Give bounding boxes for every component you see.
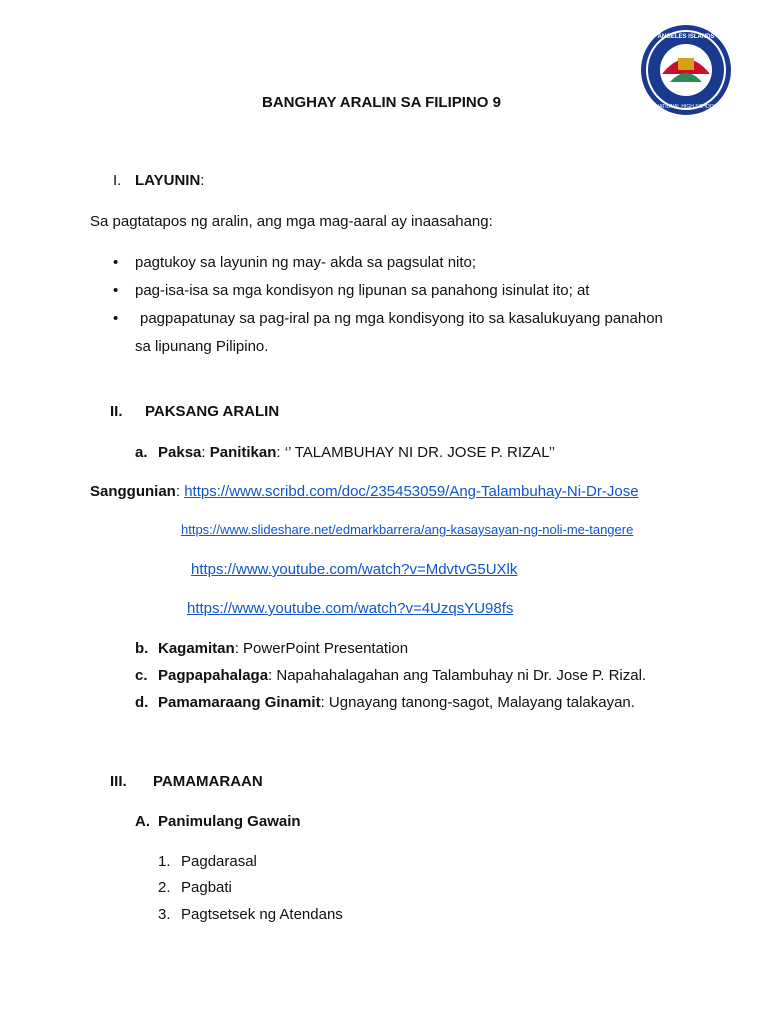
subsection-a-label: Panimulang Gawain [158,813,301,830]
item-a-label: Paksa [158,444,202,461]
objective-item-3: pagpapatunay sa pag-iral pa ng mga kondisyong ito sa kasalukuyang panahon [140,310,663,327]
svg-text:NATIONAL HIGH SCHOOL: NATIONAL HIGH SCHOOL [655,104,717,110]
item-c-value: : Napahahalagahan ang Talambuhay ni Dr. Jose P. Rizal. [268,667,647,684]
item-c-label: Pagpapahalaga [158,667,269,684]
svg-text:ANGELES ISLANDS: ANGELES ISLANDS [657,34,715,40]
step-2-text: Pagbati [181,879,232,896]
objective-item-2: pag-isa-isa sa mga kondisyon ng lipunan sa panahong isinulat ito; at [135,282,590,299]
section-2-heading: PAKSANG ARALIN [145,403,280,420]
item-d-value: : Ugnayang tanong-sagot, Malayang talakayan. [320,694,635,711]
sanggunian-colon: : [175,483,185,500]
section-1-heading: LAYUNIN [135,172,201,189]
section-3-number: III. [110,773,127,790]
item-b-letter: b. [135,640,149,657]
step-1-number: 1. [158,853,171,870]
step-3-number: 3. [158,906,171,923]
item-d-label: Pamamaraang Ginamit [158,694,321,711]
school-seal-logo [640,24,732,116]
item-a-sep: : [201,444,210,461]
step-3-text: Pagtsetsek ng Atendans [181,906,343,923]
item-b-line [158,640,408,657]
reference-link-scribd[interactable]: https://www.scribd.com/doc/235453059/Ang-Talambuhay-Ni-Dr-Jose [184,483,639,500]
step-1-text: Pagdarasal [181,853,257,870]
reference-link-youtube-1[interactable]: https://www.youtube.com/watch?v=MdvtvG5UXlk [191,561,518,578]
reference-link-youtube-2[interactable]: https://www.youtube.com/watch?v=4UzqsYU98fs [187,600,514,617]
page-title: BANGHAY ARALIN SA FILIPINO 9 [262,94,501,111]
step-2-number: 2. [158,879,171,896]
reference-link-youtube-1-wrap [191,561,517,578]
section-1-number: I. [113,172,122,189]
sanggunian-label: Sanggunian [90,483,176,500]
bullet-dot: • [113,282,119,299]
section-3-heading: PAMAMARAAN [153,773,263,790]
bullet-dot: • [113,254,119,271]
item-c-letter: c. [135,667,148,684]
objective-item-1: pagtukoy sa layunin ng may- akda sa pagsulat nito; [135,254,477,271]
item-b-value: : PowerPoint Presentation [234,640,409,657]
item-c-line [158,667,646,684]
item-a-sublabel: Panitikan [209,444,277,461]
reference-link-youtube-2-wrap [187,600,513,617]
section-2-number: II. [110,403,123,420]
objectives-intro: Sa pagtatapos ng aralin, ang mga mag-aaral ay inaasahang: [90,213,493,230]
bullet-dot: • [113,310,119,327]
subsection-a-letter: A. [135,813,150,830]
item-a-value: : ‘’ TALAMBUHAY NI DR. JOSE P. RIZAL’’ [276,444,556,461]
item-a-letter: a. [135,444,148,461]
reference-link-slideshare[interactable]: https://www.slideshare.net/edmarkbarrera/ang-kasaysayan-ng-noli-me-tangere [181,522,634,537]
item-d-line [158,694,635,711]
item-b-label: Kagamitan [158,640,235,657]
item-d-letter: d. [135,694,149,711]
item-a-line [158,444,555,461]
section-1-heading-line [135,172,204,189]
section-1-colon: : [200,172,205,189]
sanggunian-line [90,483,639,500]
reference-link-slideshare-wrap [181,522,633,537]
objective-item-3-continuation: sa lipunang Pilipino. [135,338,269,355]
